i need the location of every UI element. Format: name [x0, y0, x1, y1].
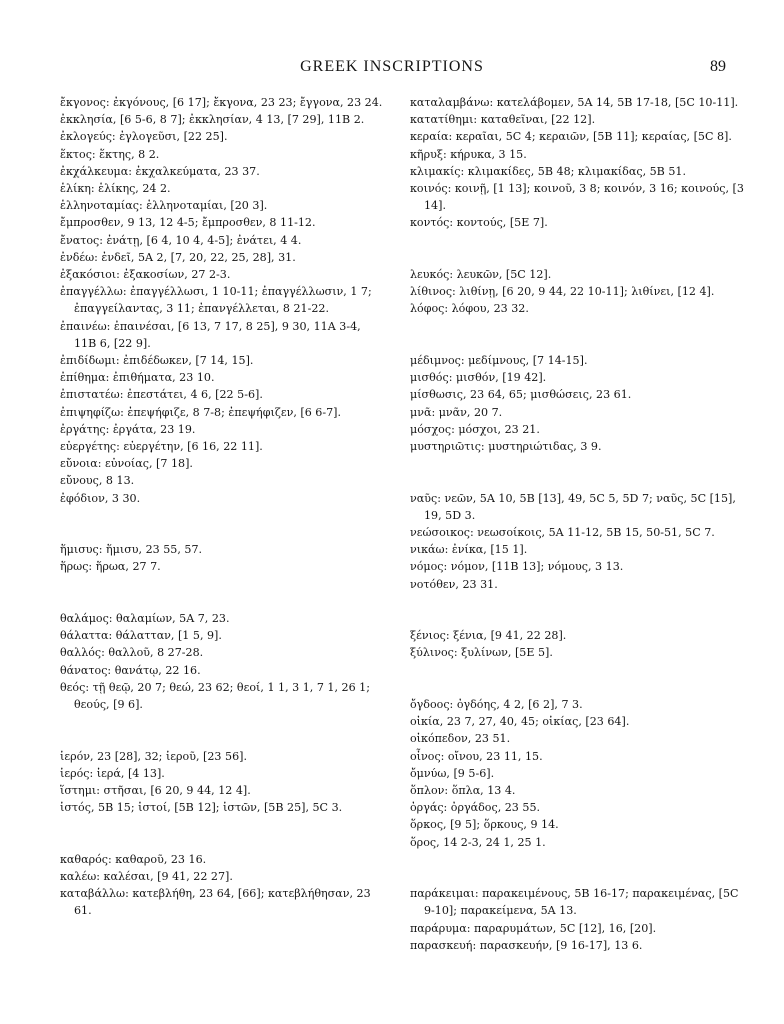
- index-entry: ἱερός: ἱερά, [4 13].: [60, 766, 165, 780]
- index-entry: ἐκχάλκευμα: ἐκχαλκεύματα, 23 37.: [60, 164, 260, 178]
- index-entry: μόσχος: μόσχοι, 23 21.: [410, 422, 540, 436]
- index-entry: θάνατος: θανάτῳ, 22 16.: [60, 663, 201, 677]
- index-entry: ἑλληνοταμίας: ἑλληνοταμίαι, [20 3].: [60, 199, 268, 213]
- index-entry: ἱστός, 5B 15; ἱστοί, [5B 12]; ἱστῶν, [5B 25], 5C 3.: [60, 801, 343, 815]
- index-entry: ἑλίκη: ἑλίκης, 24 2.: [60, 182, 171, 196]
- index-entry: οἶνος: οἴνου, 23 11, 15.: [410, 749, 543, 763]
- index-entry: μίσθωσις, 23 64, 65; μισθώσεις, 23 61.: [410, 388, 632, 402]
- index-entry: κατατίθημι: καταθεῖναι, [22 12].: [410, 113, 596, 127]
- index-entry: κλιμακίς: κλιμακίδες, 5B 48; κλιμακίδας, 5B 51.: [410, 164, 687, 178]
- section-gap: [410, 232, 744, 266]
- index-entry: ἐκλογεύς: ἐγλογεῦσι, [22 25].: [60, 130, 228, 144]
- index-entry: ὅρος, 14 2-3, 24 1, 25 1.: [410, 835, 546, 849]
- index-entry: λευκός: λευκῶν, [5C 12].: [410, 268, 552, 282]
- index-entry: ἔμπροσθεν, 9 13, 12 4-5; ἔμπροσθεν, 8 11-12.: [60, 216, 316, 230]
- section-gap: [60, 507, 386, 541]
- index-entry: παράρυμα: παραρυμάτων, 5C [12], 16, [20].: [410, 921, 657, 935]
- index-entry: μυστηριῶτις: μυστηριώτιδας, 3 9.: [410, 440, 602, 454]
- index-entry: θεός: τῇ θεῷ, 20 7; θεώ, 23 62; θεοί, 1 1, 3 1, 7 1, 26 1; θεούς, [9 6].: [60, 680, 370, 712]
- index-entry: ἐκκλησία, [6 5-6, 8 7]; ἐκκλησίαν, 4 13, [7 29], 11B 2.: [60, 113, 365, 127]
- index-entry: ἐπαινέω: ἐπαινέσαι, [6 13, 7 17, 8 25], 9 30, 11A 3-4, 11B 6, [22 9].: [60, 319, 361, 350]
- index-entry: μνᾶ: μνᾶν, 20 7.: [410, 405, 503, 419]
- index-entry: θαλλός: θαλλοῦ, 8 27-28.: [60, 646, 204, 660]
- left-column: [60, 94, 386, 920]
- index-entry: ἐπιστατέω: ἐπεστάτει, 4 6, [22 5-6].: [60, 388, 263, 402]
- index-entry: λίθινος: λιθίνῃ, [6 20, 9 44, 22 10-11]; λιθίνει, [12 4].: [410, 285, 715, 299]
- index-entry: θάλαττα: θάλατταν, [1 5, 9].: [60, 629, 222, 643]
- index-entry: νικάω: ἐνίκα, [15 1].: [410, 543, 528, 557]
- index-entry: ξύλινος: ξυλίνων, [5E 5].: [410, 646, 553, 660]
- index-entry: ναῦς: νεῶν, 5A 10, 5B [13], 49, 5C 5, 5D 7; ναῦς, 5C [15], 19, 5D 3.: [410, 491, 736, 522]
- section-gap: [410, 593, 744, 627]
- index-entry: ξένιος: ξένια, [9 41, 22 28].: [410, 629, 567, 643]
- index-entry: ἕκτος: ἕκτης, 8 2.: [60, 147, 160, 161]
- section-gap: [60, 713, 386, 747]
- index-entry: θαλάμος: θαλαμίων, 5A 7, 23.: [60, 612, 230, 626]
- index-entry: ὄμνύω, [9 5-6].: [410, 766, 495, 780]
- index-entry: ἐπαγγέλλω: ἐπαγγέλλωσι, 1 10-11; ἐπαγγέλλωσιν, 1 7; ἐπαγγείλαντας, 3 11; ἐπανγέλλεται, 8 21-22.: [60, 285, 372, 316]
- index-entry: ὅρκος, [9 5]; ὅρκους, 9 14.: [410, 818, 559, 832]
- index-entry: κοντός: κοντούς, [5E 7].: [410, 216, 548, 230]
- index-entry: νοτόθεν, 23 31.: [410, 577, 498, 591]
- index-entry: εὔνοια: εὐνοίας, [7 18].: [60, 457, 193, 471]
- index-entry: ἐπιδίδωμι: ἐπιδέδωκεν, [7 14, 15].: [60, 354, 254, 368]
- index-entry: ἐπίθημα: ἐπιθήματα, 23 10.: [60, 371, 215, 385]
- index-entry: ἥμισυς: ἥμισυ, 23 55, 57.: [60, 543, 203, 557]
- section-gap: [410, 318, 744, 352]
- page-number: 89: [710, 58, 726, 75]
- index-entry: λόφος: λόφου, 23 32.: [410, 302, 529, 316]
- index-entry: ἐπιψηφίζω: ἐπεψήφιζε, 8 7-8; ἐπεψήφιζεν, [6 6-7].: [60, 405, 342, 419]
- index-entry: καθαρός: καθαροῦ, 23 16.: [60, 852, 207, 866]
- index-entry: ἐξακόσιοι: ἐξακοσίων, 27 2-3.: [60, 268, 231, 282]
- right-column: [410, 94, 744, 954]
- index-entry: καλέω: καλέσαι, [9 41, 22 27].: [60, 870, 233, 884]
- index-entry: παράκειμαι: παρακειμένους, 5B 16-17; παρακειμένας, [5C 9-10]; παρακείμενα, 5A 13.: [410, 887, 739, 918]
- running-title: GREEK INSCRIPTIONS: [300, 58, 484, 75]
- index-entry: ἐργάτης: ἐργάτα, 23 19.: [60, 422, 196, 436]
- index-entry: ἔκγονος: ἐκγόνους, [6 17]; ἔκγονα, 23 23; ἔγγονα, 23 24.: [60, 96, 383, 109]
- index-entry: ἐφόδιον, 3 30.: [60, 491, 141, 505]
- index-entry: ὄγδοος: ὀγδόης, 4 2, [6 2], 7 3.: [410, 698, 583, 712]
- index-entry: καταβάλλω: κατεβλήθη, 23 64, [66]; κατεβλήθησαν, 23 61.: [60, 887, 371, 918]
- index-entry: ἵστημι: στῆσαι, [6 20, 9 44, 12 4].: [60, 784, 251, 798]
- page-header: [0, 58, 784, 82]
- section-gap: [410, 455, 744, 489]
- index-entry: κεραία: κεραῖαι, 5C 4; κεραιῶν, [5B 11]; κεραίας, [5C 8].: [410, 130, 732, 144]
- section-gap: [60, 576, 386, 610]
- index-entry: ὅπλον: ὅπλα, 13 4.: [410, 784, 516, 798]
- index-entry: παρασκευή: παρασκευήν, [9 16-17], 13 6.: [410, 938, 643, 952]
- index-entry: καταλαμβάνω: κατελάβομεν, 5A 14, 5B 17-18, [5C 10-11].: [410, 96, 739, 109]
- index-entry: νόμος: νόμον, [11B 13]; νόμους, 3 13.: [410, 560, 624, 574]
- index-entry: μέδιμνος: μεδίμνους, [7 14-15].: [410, 354, 588, 368]
- index-entry: μισθός: μισθόν, [19 42].: [410, 371, 547, 385]
- index-entry: ἥρως: ἥρωα, 27 7.: [60, 560, 161, 574]
- index-entry: οἰκία, 23 7, 27, 40, 45; οἰκίας, [23 64].: [410, 715, 630, 729]
- index-entry: οἰκόπεδον, 23 51.: [410, 732, 511, 746]
- index-entry: νεώσοικος: νεωσοίκοις, 5A 11-12, 5B 15, 50-51, 5C 7.: [410, 526, 715, 540]
- index-entry: ὀργάς: ὀργάδος, 23 55.: [410, 801, 541, 815]
- index-entry: ἐνδέω: ἐνδεῖ, 5A 2, [7, 20, 22, 25, 28], 31.: [60, 250, 296, 264]
- index-entry: εὔνους, 8 13.: [60, 474, 135, 488]
- index-entry: ἔνατος: ἐνάτῃ, [6 4, 10 4, 4-5]; ἐνάτει, 4 4.: [60, 233, 302, 247]
- index-entry: κοινός: κοινῇ, [1 13]; κοινοῦ, 3 8; κοινόν, 3 16; κοινούς, [3 14].: [410, 182, 744, 213]
- index-entry: εὐεργέτης: εὐεργέτην, [6 16, 22 11].: [60, 440, 263, 454]
- section-gap: [410, 662, 744, 696]
- index-entry: κῆρυξ: κήρυκα, 3 15.: [410, 147, 527, 161]
- section-gap: [60, 816, 386, 850]
- section-gap: [410, 851, 744, 885]
- index-entry: ἱερόν, 23 [28], 32; ἱεροῦ, [23 56].: [60, 749, 247, 763]
